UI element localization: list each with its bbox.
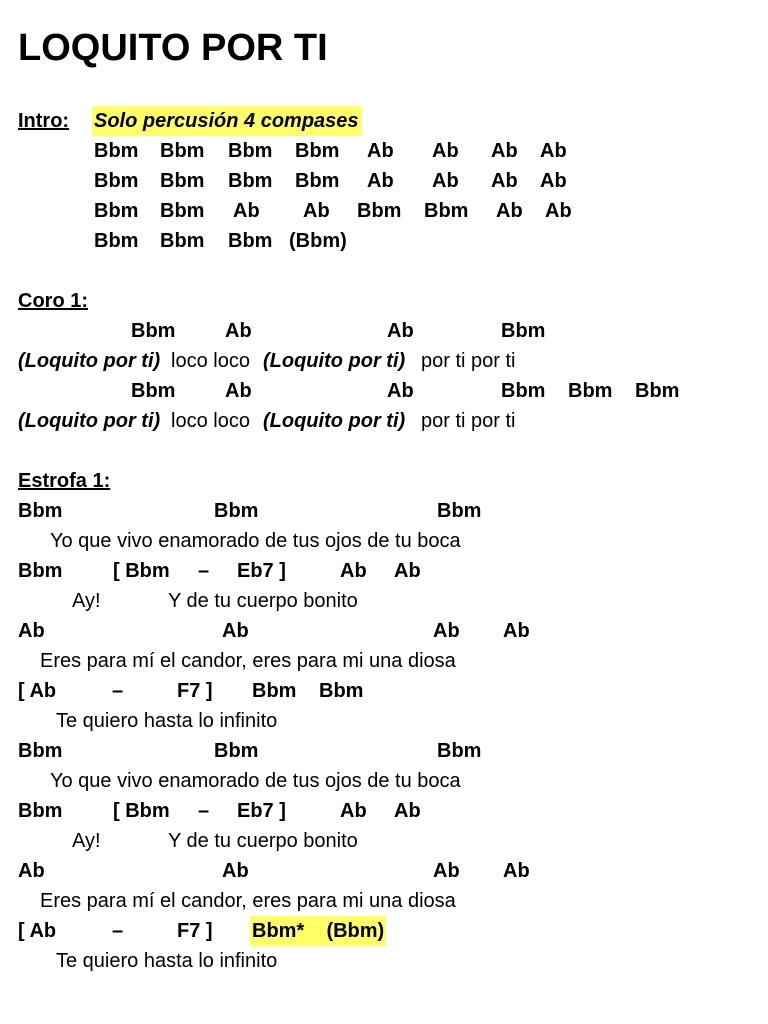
- intro-chord-row: [0, 226, 768, 256]
- lyric: Y de tu cuerpo bonito: [168, 590, 358, 612]
- chord: [ Bbm: [113, 800, 170, 822]
- estrofa-lyric-row: [0, 826, 768, 856]
- lyric: Te quiero hasta lo infinito: [56, 710, 278, 732]
- chord: Ab: [503, 620, 530, 642]
- estrofa-chord-row: [0, 616, 768, 646]
- chord: Ab: [303, 200, 330, 222]
- chord: Bbm: [437, 500, 482, 522]
- estrofa-lyric-row: [0, 526, 768, 556]
- chord: Bbm: [160, 230, 205, 252]
- lyric: (Loquito por ti): [263, 410, 406, 432]
- intro-chord-row: [0, 136, 768, 166]
- chord: Ab: [491, 170, 518, 192]
- chord: Ab: [18, 860, 45, 882]
- chord: Eb7 ]: [237, 800, 286, 822]
- chord: Bbm: [160, 170, 205, 192]
- chord: Ab: [491, 140, 518, 162]
- chord: Bbm: [501, 380, 546, 402]
- lyric: por ti por ti: [421, 410, 516, 432]
- chord: Bbm: [437, 740, 482, 762]
- estrofa-label: Estrofa 1:: [18, 470, 111, 492]
- chord: Ab: [433, 860, 460, 882]
- coro-label: Coro 1:: [18, 290, 88, 312]
- chord: Bbm: [18, 560, 63, 582]
- chord: [ Bbm: [113, 560, 170, 582]
- chord: (Bbm): [289, 230, 347, 252]
- chord: [ Ab: [18, 920, 57, 942]
- estrofa-chord-row: [0, 736, 768, 766]
- chord: Ab: [387, 320, 414, 342]
- lyric: loco loco: [171, 350, 250, 372]
- estrofa-lyric-row: [0, 886, 768, 916]
- chord: [ Ab: [18, 680, 57, 702]
- chord: –: [198, 560, 210, 582]
- coro-lyric-row: [0, 346, 768, 376]
- estrofa-chord-row: [0, 676, 768, 706]
- highlighted-chord: Bbm* (Bbm): [250, 916, 386, 946]
- chord: Ab: [222, 860, 249, 882]
- coro-lyric-row: [0, 406, 768, 436]
- coro-chord-row: [0, 316, 768, 346]
- chord: Bbm: [94, 170, 139, 192]
- chord: Bbm: [94, 230, 139, 252]
- chord: Bbm: [501, 320, 546, 342]
- chord: F7 ]: [177, 680, 213, 702]
- chord: Ab: [340, 800, 367, 822]
- chord: Bbm: [357, 200, 402, 222]
- intro-note: Solo percusión 4 compases: [92, 106, 361, 136]
- chord: Ab: [340, 560, 367, 582]
- estrofa-header: [0, 466, 768, 496]
- estrofa-lyric-row: [0, 946, 768, 976]
- chord: Bbm: [18, 500, 63, 522]
- chord: Eb7 ]: [237, 560, 286, 582]
- estrofa-chord-row: [0, 496, 768, 526]
- chord: Bbm: [228, 140, 273, 162]
- chord: Ab: [394, 800, 421, 822]
- intro-chord-row: [0, 166, 768, 196]
- chord: Bbm: [214, 740, 259, 762]
- chord: Ab: [387, 380, 414, 402]
- chord: Ab: [503, 860, 530, 882]
- estrofa-chord-row: [0, 556, 768, 586]
- chord: Bbm: [568, 380, 613, 402]
- lyric: Yo que vivo enamorado de tus ojos de tu boca: [50, 770, 461, 792]
- chord: –: [198, 800, 210, 822]
- chord: Bbm: [18, 800, 63, 822]
- estrofa-chord-row: [0, 916, 768, 946]
- coro-chord-row: [0, 376, 768, 406]
- lyric: por ti por ti: [421, 350, 516, 372]
- lyric: Ay!: [72, 590, 101, 612]
- lyric: (Loquito por ti): [18, 350, 161, 372]
- song-title: LOQUITO POR TI: [18, 27, 328, 69]
- intro-label: Intro:: [18, 110, 70, 132]
- estrofa-lyric-row: [0, 646, 768, 676]
- chord: –: [112, 920, 124, 942]
- chord: Bbm: [228, 170, 273, 192]
- chord: Ab: [367, 140, 394, 162]
- chord: Bbm: [131, 380, 176, 402]
- lyric: Eres para mí el candor, eres para mi una diosa: [40, 890, 456, 912]
- chord: Bbm: [131, 320, 176, 342]
- chord: Bbm: [94, 200, 139, 222]
- estrofa-chord-row: [0, 856, 768, 886]
- chord: Ab: [225, 320, 252, 342]
- chord: Ab: [433, 620, 460, 642]
- lyric: Ay!: [72, 830, 101, 852]
- chord: Ab: [225, 380, 252, 402]
- chord: Ab: [394, 560, 421, 582]
- chord: Ab: [367, 170, 394, 192]
- lyric: Te quiero hasta lo infinito: [56, 950, 278, 972]
- estrofa-chord-row: [0, 796, 768, 826]
- chord: Bbm: [252, 680, 297, 702]
- chord: Bbm: [228, 230, 273, 252]
- lyric: (Loquito por ti): [263, 350, 406, 372]
- lyric: Eres para mí el candor, eres para mi una diosa: [40, 650, 456, 672]
- chord: Ab: [545, 200, 572, 222]
- lyric: loco loco: [171, 410, 250, 432]
- chord: Bbm: [18, 740, 63, 762]
- chord: Bbm: [160, 200, 205, 222]
- estrofa-lyric-row: [0, 706, 768, 736]
- chord: Ab: [432, 140, 459, 162]
- estrofa-lyric-row: [0, 766, 768, 796]
- lyric: (Loquito por ti): [18, 410, 161, 432]
- estrofa-lyric-row: [0, 586, 768, 616]
- intro-chord-row: [0, 196, 768, 226]
- chord: Bbm: [635, 380, 680, 402]
- chord: Ab: [222, 620, 249, 642]
- chord: Bbm: [160, 140, 205, 162]
- chord: Bbm: [295, 170, 340, 192]
- chord: Bbm: [424, 200, 469, 222]
- chord: Ab: [18, 620, 45, 642]
- chord: Bbm: [214, 500, 259, 522]
- coro-header: [0, 286, 768, 316]
- chord: Bbm: [94, 140, 139, 162]
- intro-header: [0, 106, 768, 136]
- chord: F7 ]: [177, 920, 213, 942]
- chord: Bbm: [319, 680, 364, 702]
- chord: Ab: [233, 200, 260, 222]
- chord: Ab: [540, 140, 567, 162]
- lyric: Yo que vivo enamorado de tus ojos de tu boca: [50, 530, 461, 552]
- lyric: Y de tu cuerpo bonito: [168, 830, 358, 852]
- chord: Bbm: [295, 140, 340, 162]
- chord: –: [112, 680, 124, 702]
- chord: Ab: [432, 170, 459, 192]
- chord: Ab: [540, 170, 567, 192]
- chord: Ab: [496, 200, 523, 222]
